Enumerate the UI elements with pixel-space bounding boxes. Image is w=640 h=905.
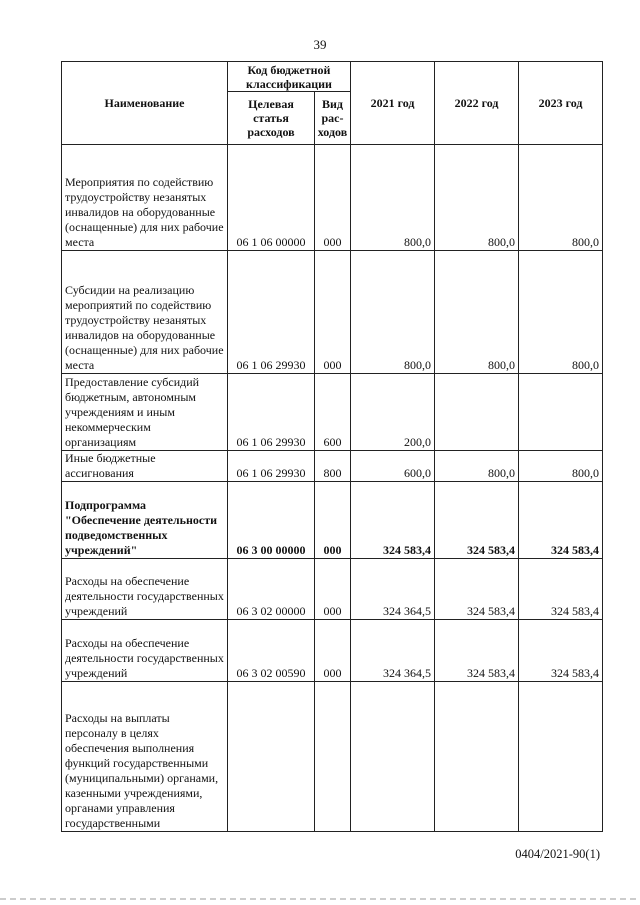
row-code: 06 1 06 29930 bbox=[228, 251, 315, 374]
table-row bbox=[62, 374, 603, 451]
row-name: Расходы на выплаты персоналу в целях обеспечения выполнения функций государственными (муниципальными) органами, казенными учреждениями, органами управления государственными bbox=[62, 682, 228, 832]
row-2021: 800,0 bbox=[351, 145, 435, 251]
header-expense-type: Вид рас-ходов bbox=[315, 92, 351, 145]
row-name: Подпрограмма "Обеспечение деятельности подведомственных учреждений" bbox=[62, 482, 228, 559]
row-name: Предоставление субсидий бюджетным, автономным учреждениям и иным некоммерческим организациям bbox=[62, 374, 228, 451]
table-row bbox=[62, 482, 603, 559]
row-2022 bbox=[435, 682, 519, 832]
row-vid: 000 bbox=[315, 559, 351, 620]
row-name: Расходы на обеспечение деятельности государственных учреждений bbox=[62, 620, 228, 682]
row-2023: 800,0 bbox=[519, 145, 603, 251]
header-kbk: Код бюджетной классификации bbox=[228, 62, 351, 92]
row-2021: 800,0 bbox=[351, 251, 435, 374]
row-2022 bbox=[435, 374, 519, 451]
row-code: 06 3 02 00000 bbox=[228, 559, 315, 620]
header-2021: 2021 год bbox=[351, 62, 435, 145]
row-code: 06 3 02 00590 bbox=[228, 620, 315, 682]
row-2021: 324 364,5 bbox=[351, 559, 435, 620]
row-vid: 000 bbox=[315, 145, 351, 251]
budget-table bbox=[61, 61, 603, 832]
row-2022: 800,0 bbox=[435, 451, 519, 482]
row-2022: 324 583,4 bbox=[435, 559, 519, 620]
row-2022: 324 583,4 bbox=[435, 482, 519, 559]
row-2021: 200,0 bbox=[351, 374, 435, 451]
row-code: 06 3 00 00000 bbox=[228, 482, 315, 559]
row-name: Мероприятия по содействию трудоустройству незанятых инвалидов на оборудованные (оснащенные) для них рабочие места bbox=[62, 145, 228, 251]
header-name: Наименование bbox=[62, 62, 228, 145]
table-row bbox=[62, 559, 603, 620]
row-name: Расходы на обеспечение деятельности государственных учреждений bbox=[62, 559, 228, 620]
row-name: Иные бюджетные ассигнования bbox=[62, 451, 228, 482]
row-name: Субсидии на реализацию мероприятий по содействию трудоустройству незанятых инвалидов на оборудованные (оснащенные) для них рабочие места bbox=[62, 251, 228, 374]
row-code: 06 1 06 29930 bbox=[228, 374, 315, 451]
row-2023: 800,0 bbox=[519, 251, 603, 374]
row-2021: 324 364,5 bbox=[351, 620, 435, 682]
table-row bbox=[62, 451, 603, 482]
table-row bbox=[62, 620, 603, 682]
row-code bbox=[228, 682, 315, 832]
row-2023: 324 583,4 bbox=[519, 620, 603, 682]
row-2022: 800,0 bbox=[435, 251, 519, 374]
row-vid: 800 bbox=[315, 451, 351, 482]
row-2023 bbox=[519, 374, 603, 451]
table-row bbox=[62, 145, 603, 251]
row-2022: 800,0 bbox=[435, 145, 519, 251]
table-row bbox=[62, 251, 603, 374]
row-2021: 600,0 bbox=[351, 451, 435, 482]
row-vid: 000 bbox=[315, 251, 351, 374]
row-vid: 600 bbox=[315, 374, 351, 451]
row-2023: 800,0 bbox=[519, 451, 603, 482]
page-number: 39 bbox=[313, 37, 327, 52]
row-2023: 324 583,4 bbox=[519, 559, 603, 620]
row-2023: 324 583,4 bbox=[519, 482, 603, 559]
footer-divider bbox=[0, 898, 640, 900]
row-2021: 324 583,4 bbox=[351, 482, 435, 559]
row-vid bbox=[315, 682, 351, 832]
table-row bbox=[62, 682, 603, 832]
row-code: 06 1 06 00000 bbox=[228, 145, 315, 251]
row-2023 bbox=[519, 682, 603, 832]
row-2021 bbox=[351, 682, 435, 832]
header-2022: 2022 год bbox=[435, 62, 519, 145]
row-code: 06 1 06 29930 bbox=[228, 451, 315, 482]
header-2023: 2023 год bbox=[519, 62, 603, 145]
row-vid: 000 bbox=[315, 482, 351, 559]
document-code: 0404/2021-90(1) bbox=[515, 847, 600, 861]
header-target-article: Целевая статья расходов bbox=[228, 92, 315, 145]
row-vid: 000 bbox=[315, 620, 351, 682]
row-2022: 324 583,4 bbox=[435, 620, 519, 682]
